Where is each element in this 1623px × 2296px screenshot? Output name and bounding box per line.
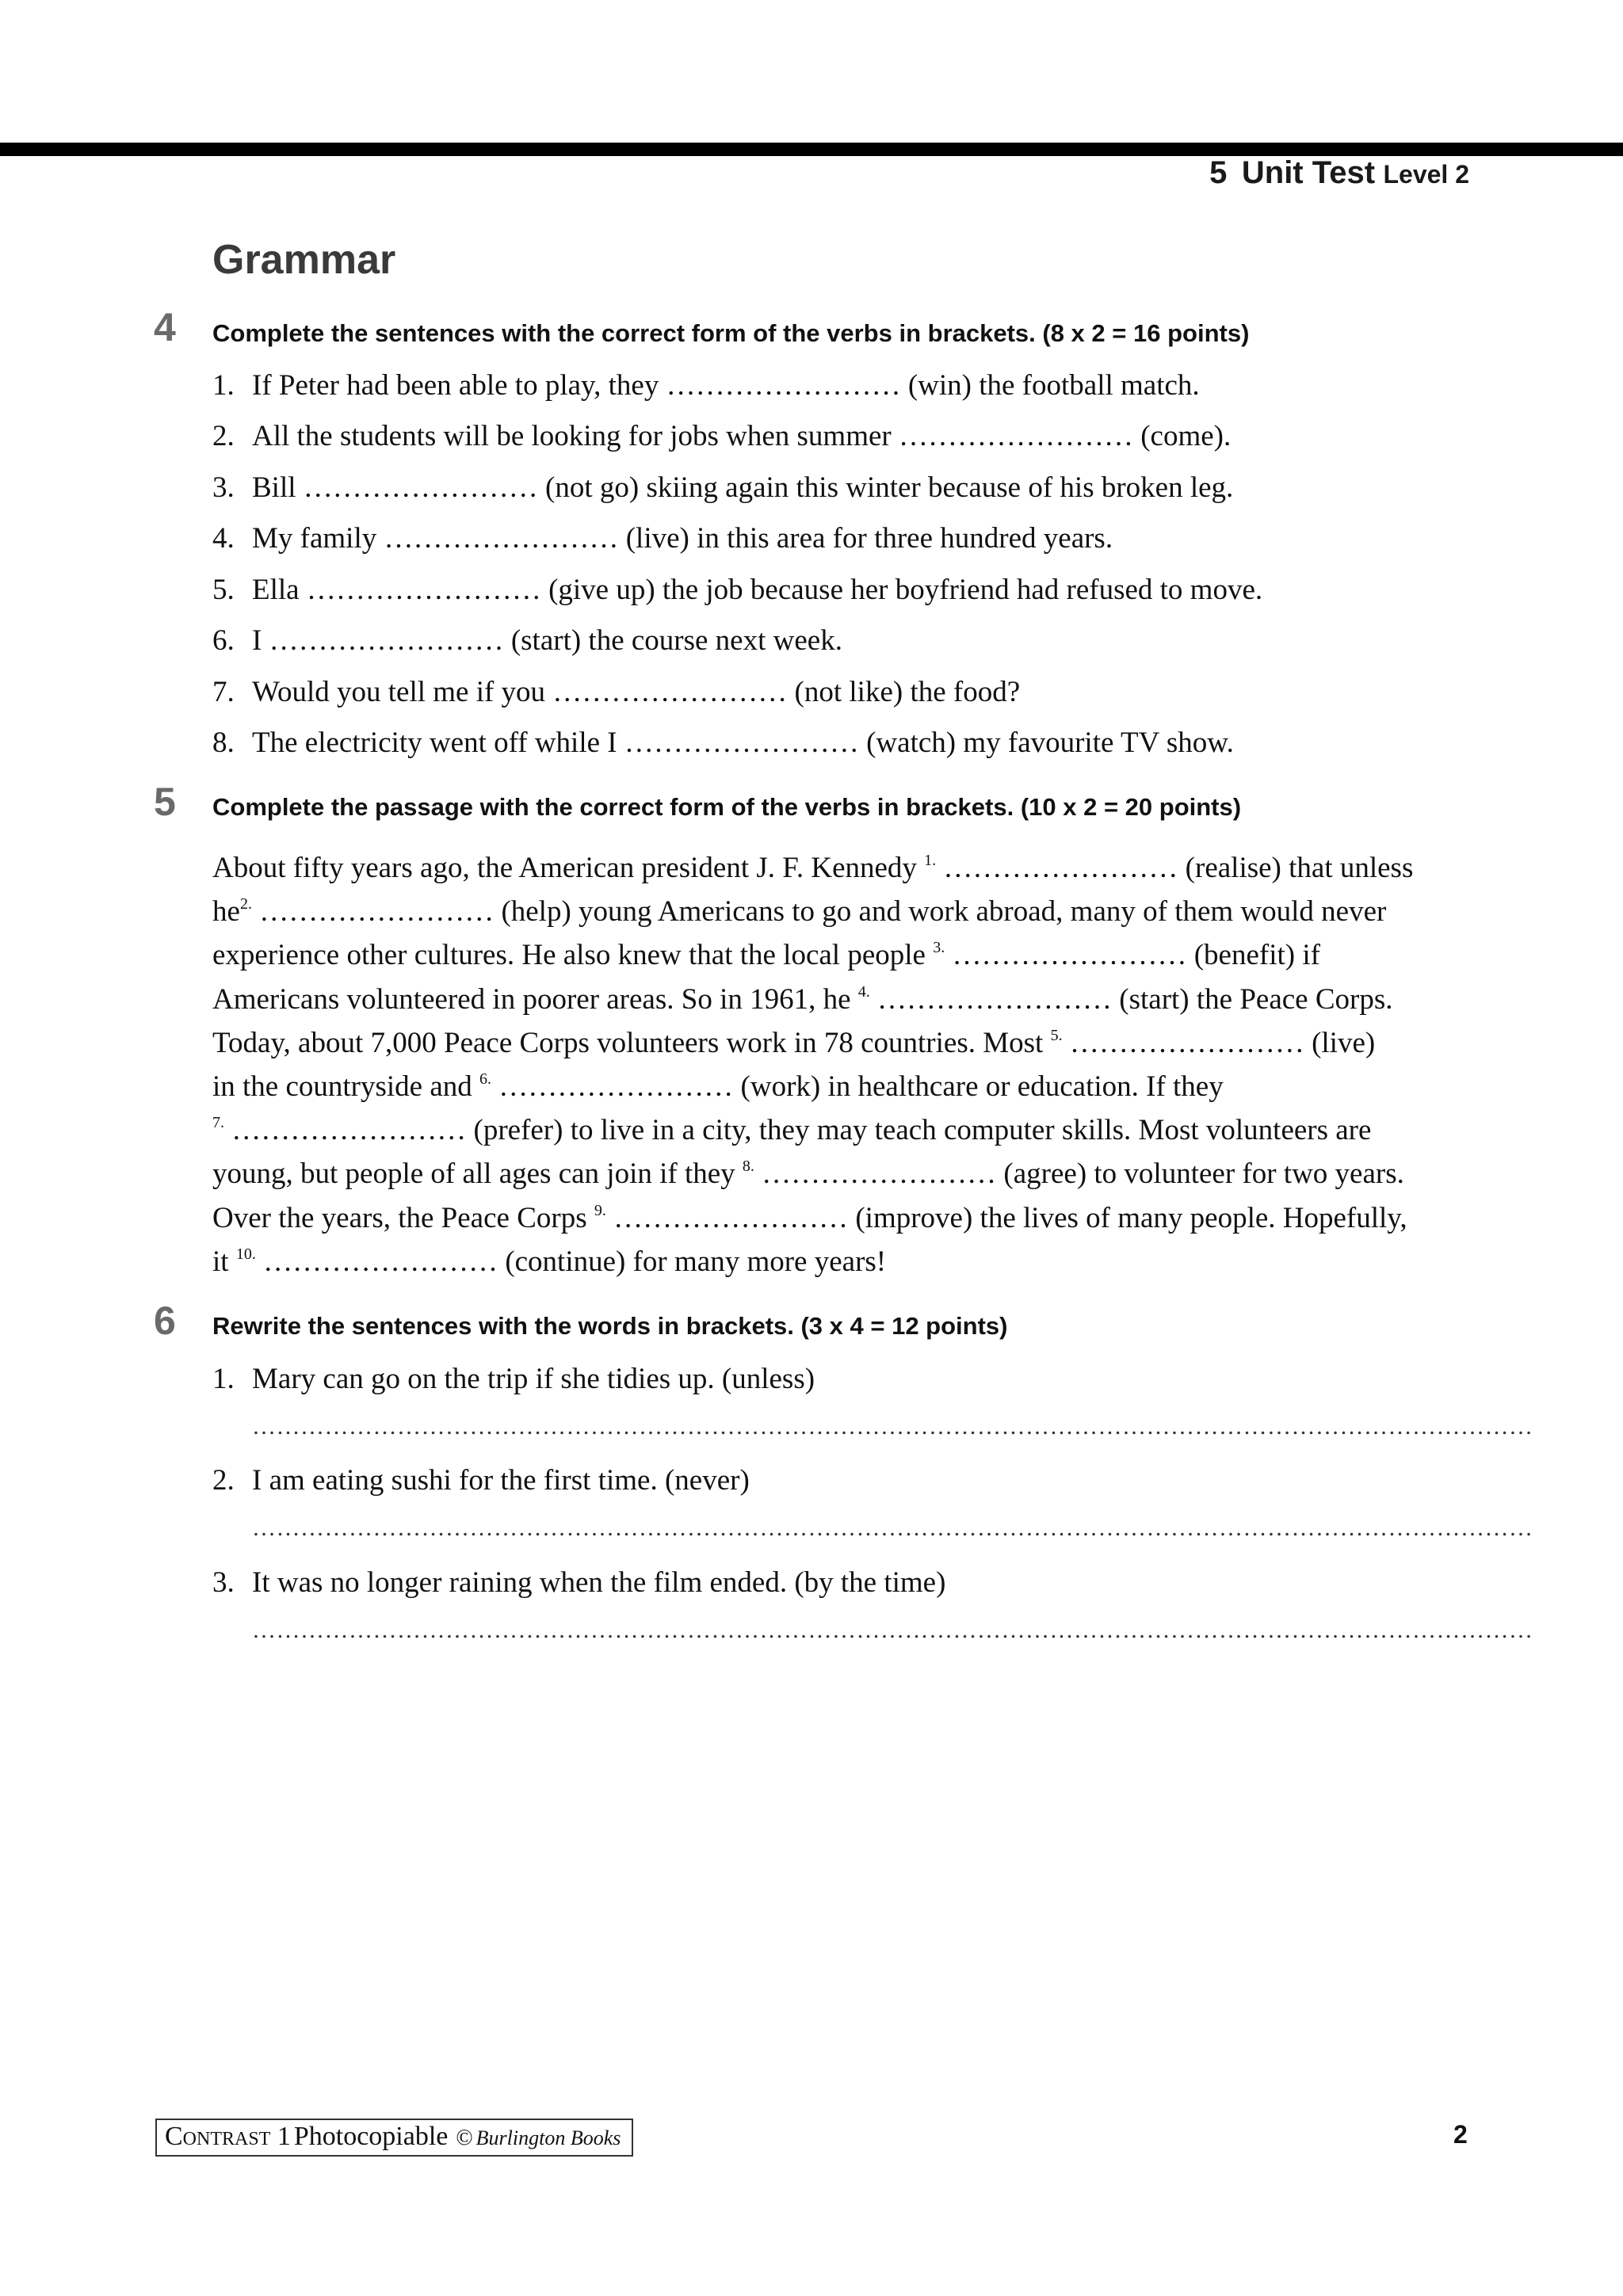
item-text: It was no longer raining when the film ended. (by the time) [252, 1566, 946, 1599]
item-text: Would you tell me if you …………………… (not like) the food? [252, 676, 1021, 708]
item-number: 5. [212, 574, 235, 606]
passage-line: Americans volunteered in poorer areas. So in 1961, he $^{4.}$ …………………… (start) the Peace Corps. [212, 983, 1393, 1016]
ex4-item [212, 368, 1200, 402]
gap-number: 2. [239, 895, 252, 913]
passage-line: Today, about 7,000 Peace Corps volunteers work in 78 countries. Most $^{5.}$ …………………… (live) [212, 1027, 1376, 1059]
item-number: 3. [212, 471, 235, 504]
item-number: 1. [212, 369, 235, 402]
exercise-5-instruction: Complete the passage with the correct form of the verbs in brackets. (10 x 2 = 20 points) [212, 793, 1242, 821]
gap-number: 6. [479, 1070, 492, 1088]
item-text: Mary can go on the trip if she tidies up. (unless) [252, 1363, 815, 1395]
ex4-item [212, 726, 1234, 760]
gap-number: 1. [924, 852, 937, 869]
ex6-item [212, 1566, 945, 1600]
answer-line[interactable]: …………………………………………………………………………………………………………………………………………… [252, 1515, 1533, 1541]
gap-number: 5. [1050, 1027, 1063, 1044]
exercise-4-number: 4 [154, 305, 176, 349]
ex4-item [212, 471, 1233, 505]
item-text: If Peter had been able to play, they …………………… (win) the football match. [252, 369, 1200, 402]
footer-credit [155, 2119, 633, 2157]
answer-line[interactable]: …………………………………………………………………………………………………………………………………………… [252, 1413, 1533, 1440]
publisher-name: Burlington Books [475, 2126, 621, 2149]
item-text: The electricity went off while I …………………… (watch) my favourite TV show. [252, 727, 1234, 759]
brand-name: Contrast 1 [165, 2122, 291, 2151]
unit-header [1209, 155, 1469, 191]
passage-line: $^{7.}$ …………………… (prefer) to live in a city, they may teach computer skills. Most volunteers are [212, 1114, 1372, 1146]
passage-line: in the countryside and $^{6.}$ …………………… (work) in healthcare or education. If they [212, 1070, 1224, 1103]
item-number: 1. [212, 1363, 235, 1395]
top-rule [0, 143, 1623, 156]
item-text: Ella …………………… (give up) the job because her boyfriend had refused to move. [252, 574, 1263, 606]
answer-line[interactable]: …………………………………………………………………………………………………………………………………………… [252, 1617, 1533, 1643]
item-text: All the students will be looking for jobs when summer …………………… (come). [252, 420, 1232, 452]
passage-line: young, but people of all ages can join if they $^{8.}$ …………………… (agree) to volunteer for two years. [212, 1158, 1404, 1190]
passage-line: About fifty years ago, the American president J. F. Kennedy $^{1.}$ …………………… (realise) that unless [212, 852, 1414, 884]
photocopiable-label: Photocopiable [293, 2122, 449, 2151]
ex6-item [212, 1463, 750, 1497]
ex4-item [212, 419, 1231, 453]
passage-line: experience other cultures. He also knew that the local people $^{3.}$ …………………… (benefit) if [212, 939, 1320, 971]
item-text: I …………………… (start) the course next week. [252, 624, 842, 657]
copyright-symbol: © [456, 2126, 473, 2150]
gap-number: 9. [594, 1202, 606, 1219]
ex6-item [212, 1362, 815, 1396]
item-number: 4. [212, 522, 235, 555]
item-number: 6. [212, 624, 235, 657]
item-text: I am eating sushi for the first time. (never) [252, 1464, 750, 1497]
gap-number: 10. [235, 1245, 256, 1263]
passage-line: $he^{2.}$ …………………… (help) young Americans to go and work abroad, many of them would never [212, 895, 1387, 928]
item-number: 8. [212, 727, 235, 759]
item-number: 3. [212, 1566, 235, 1599]
item-number: 2. [212, 1464, 235, 1497]
ex4-item [212, 624, 842, 658]
page-number: 2 [1453, 2120, 1468, 2149]
item-number: 2. [212, 420, 235, 452]
gap-number: 8. [742, 1158, 754, 1175]
unit-title: Unit Test [1241, 155, 1376, 190]
ex4-item [212, 521, 1113, 555]
ex4-item [212, 675, 1020, 709]
ex4-item [212, 573, 1262, 607]
gap-number: 3. [933, 939, 945, 956]
exercise-6-number: 6 [154, 1299, 176, 1343]
gap-number: 4. [857, 983, 870, 1001]
exercise-4-instruction: Complete the sentences with the correct form of the verbs in brackets. (8 x 2 = 16 points) [212, 319, 1250, 347]
item-text: Bill …………………… (not go) skiing again this winter because of his broken leg. [252, 471, 1234, 504]
item-text: My family …………………… (live) in this area for three hundred years. [252, 522, 1113, 555]
exercise-6-instruction: Rewrite the sentences with the words in brackets. (3 x 4 = 12 points) [212, 1312, 1008, 1340]
gap-number: 7. [212, 1114, 224, 1131]
passage-line: Over the years, the Peace Corps $^{9.}$ …………………… (improve) the lives of many people. Hopefully, [212, 1202, 1407, 1234]
unit-level: Level 2 [1383, 160, 1469, 189]
section-title: Grammar [212, 237, 396, 283]
exercise-5-number: 5 [154, 780, 176, 824]
passage-line: it $^{10.}$ …………………… (continue) for many more years! [212, 1245, 887, 1278]
item-number: 7. [212, 676, 235, 708]
unit-number: 5 [1209, 155, 1228, 190]
